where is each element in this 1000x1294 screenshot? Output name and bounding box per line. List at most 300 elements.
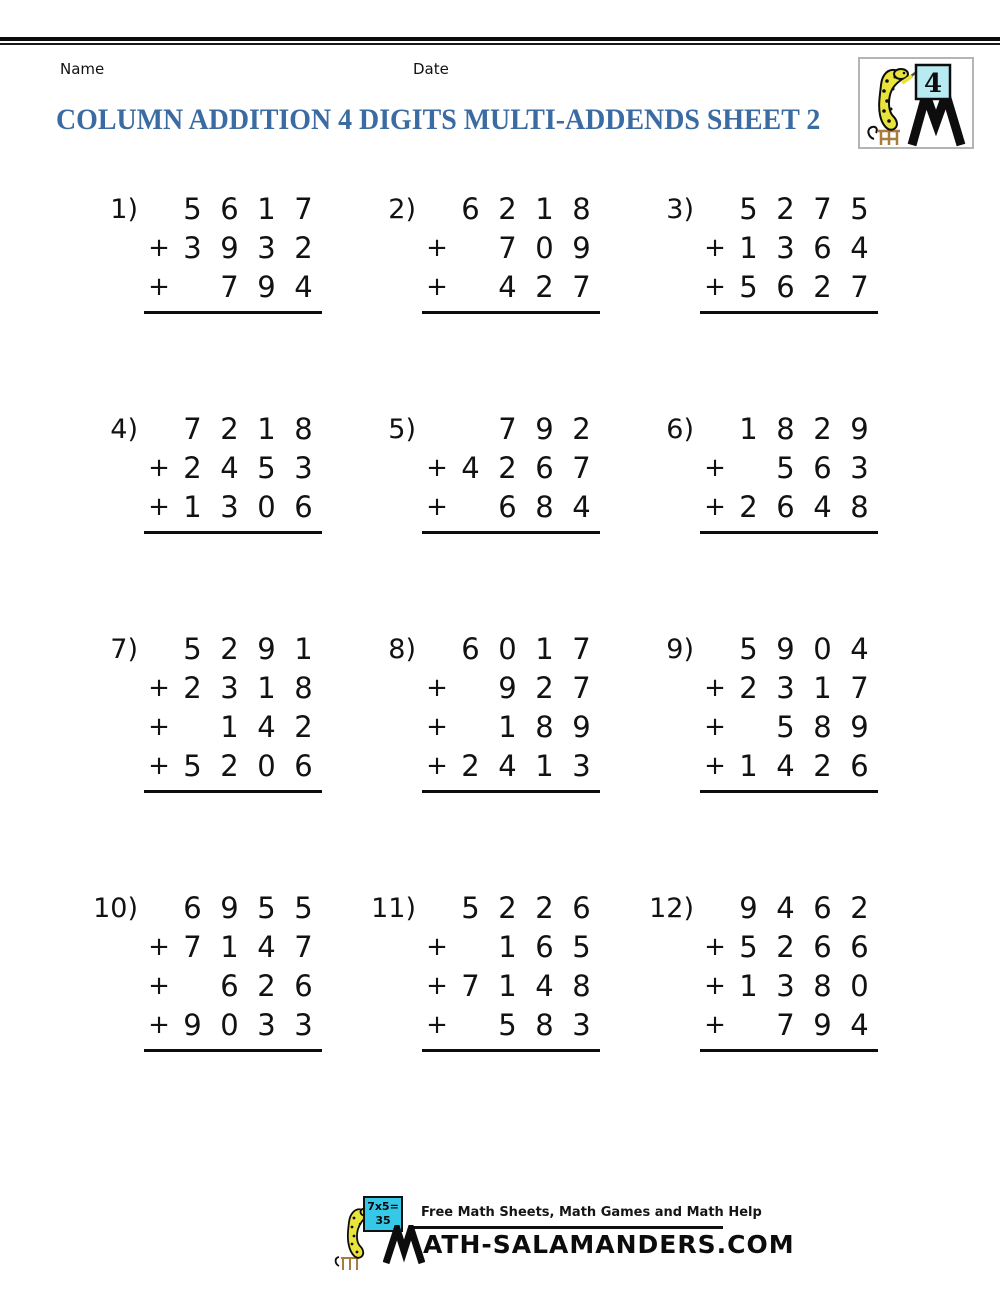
digit-cell: 0 [498, 632, 517, 666]
addend-row-first [422, 889, 600, 928]
addend-row-first [144, 630, 322, 669]
addend-row [700, 488, 878, 527]
problems-grid [88, 190, 940, 1052]
digit-cell: 7 [183, 412, 202, 446]
addend-rows [144, 889, 322, 1052]
digit-blank [452, 268, 489, 307]
digit-blank [174, 967, 211, 1006]
addend-row [422, 449, 600, 488]
digit-cell: 7 [294, 192, 313, 226]
addend-row [422, 967, 600, 1006]
problem-6 [644, 410, 940, 534]
digit-cell: 4 [850, 632, 869, 666]
digit-cell: 7 [850, 671, 869, 705]
digit-cell: 2 [776, 192, 795, 226]
addend-row-first [700, 190, 878, 229]
plus-sign: + [704, 492, 726, 522]
addend-row-first [144, 889, 322, 928]
addend-row [700, 967, 878, 1006]
digit-cell: 2 [220, 412, 239, 446]
digit-cell: 4 [257, 930, 276, 964]
digit-cell: 1 [813, 671, 832, 705]
plus-sign: + [148, 712, 170, 742]
digit-cell: 6 [220, 192, 239, 226]
problem-number: 5) [388, 414, 416, 445]
addend-row [144, 488, 322, 527]
plus-sign: + [148, 453, 170, 483]
digit-cell: 3 [776, 231, 795, 265]
answer-line [422, 1049, 600, 1052]
addend-row [700, 928, 878, 967]
digit-cell: 8 [294, 412, 313, 446]
digit-cell: 4 [776, 749, 795, 783]
plus-sign: + [426, 751, 448, 781]
plus-placeholder [700, 630, 730, 669]
digit-cell: 5 [739, 192, 758, 226]
digit-cell: 3 [220, 671, 239, 705]
digit-cell: 4 [220, 451, 239, 485]
digit-cell: 9 [257, 632, 276, 666]
digit-cell: 3 [572, 1008, 591, 1042]
digit-blank [452, 708, 489, 747]
digit-cell: 5 [183, 749, 202, 783]
answer-line [144, 311, 322, 314]
digit-cell: 1 [498, 930, 517, 964]
addend-row-first [144, 190, 322, 229]
digit-cell: 1 [498, 710, 517, 744]
addend-rows [700, 889, 878, 1052]
plus-sign: + [426, 233, 448, 263]
digit-cell: 9 [220, 891, 239, 925]
problem-number: 3) [666, 194, 694, 225]
plus-sign: + [704, 1010, 726, 1040]
digit-cell: 7 [498, 231, 517, 265]
digit-cell: 2 [183, 671, 202, 705]
digit-cell: 9 [850, 412, 869, 446]
plus-sign: + [148, 233, 170, 263]
problem-number: 11) [371, 893, 416, 924]
addend-row [144, 268, 322, 307]
problem-number: 8) [388, 634, 416, 665]
addend-row [144, 928, 322, 967]
top-divider-rule [0, 37, 1000, 45]
digit-cell: 5 [183, 632, 202, 666]
plus-sign: + [148, 492, 170, 522]
plus-placeholder [700, 410, 730, 449]
plus-sign: + [426, 971, 448, 1001]
digit-cell: 6 [776, 270, 795, 304]
digit-cell: 0 [850, 969, 869, 1003]
digit-cell: 6 [498, 490, 517, 524]
digit-cell: 7 [572, 451, 591, 485]
answer-line [422, 790, 600, 793]
plus-sign: + [148, 932, 170, 962]
digit-cell: 1 [220, 710, 239, 744]
digit-cell: 2 [535, 891, 554, 925]
digit-cell: 3 [294, 1008, 313, 1042]
digit-cell: 7 [572, 671, 591, 705]
problem-1 [88, 190, 366, 314]
answer-line [422, 311, 600, 314]
problem-number: 4) [110, 414, 138, 445]
digit-cell: 4 [572, 490, 591, 524]
digit-blank [452, 669, 489, 708]
addend-row [700, 747, 878, 786]
problem-number: 12) [649, 893, 694, 924]
digit-cell: 4 [850, 1008, 869, 1042]
problem-7 [88, 630, 366, 793]
digit-cell: 6 [813, 930, 832, 964]
digit-cell: 8 [294, 671, 313, 705]
digit-cell: 9 [739, 891, 758, 925]
addend-row [422, 747, 600, 786]
digit-cell: 4 [498, 270, 517, 304]
addend-row [700, 708, 878, 747]
answer-line [144, 790, 322, 793]
digit-cell: 0 [257, 749, 276, 783]
salamander-mascot-icon [868, 69, 912, 139]
digit-cell: 1 [739, 749, 758, 783]
plus-sign: + [426, 492, 448, 522]
math-salamanders-logo [858, 57, 974, 149]
problem-number: 7) [110, 634, 138, 665]
answer-line [144, 531, 322, 534]
digit-cell: 8 [572, 192, 591, 226]
digit-cell: 9 [257, 270, 276, 304]
digit-cell: 5 [461, 891, 480, 925]
digit-cell: 2 [535, 671, 554, 705]
digit-blank [730, 1006, 767, 1045]
addend-row [700, 268, 878, 307]
digit-cell: 9 [572, 710, 591, 744]
digit-cell: 0 [813, 632, 832, 666]
addend-row [422, 1006, 600, 1045]
digit-cell: 6 [294, 969, 313, 1003]
plus-placeholder [144, 410, 174, 449]
addend-row-first [422, 190, 600, 229]
problem-12 [644, 889, 940, 1052]
plus-sign: + [148, 673, 170, 703]
digit-cell: 4 [850, 231, 869, 265]
digit-cell: 5 [776, 451, 795, 485]
digit-cell: 1 [257, 671, 276, 705]
addend-row [700, 449, 878, 488]
digit-cell: 2 [776, 930, 795, 964]
digit-cell: 2 [813, 749, 832, 783]
m-letter-icon [912, 95, 961, 145]
plus-sign: + [426, 932, 448, 962]
digit-cell: 7 [183, 930, 202, 964]
digit-cell: 7 [776, 1008, 795, 1042]
plus-placeholder [144, 190, 174, 229]
digit-cell: 2 [498, 451, 517, 485]
digit-cell: 6 [813, 891, 832, 925]
addend-rows [700, 630, 878, 793]
date-label: Date [413, 60, 449, 78]
digit-cell: 3 [776, 671, 795, 705]
plus-placeholder [422, 630, 452, 669]
digit-cell: 6 [535, 930, 554, 964]
digit-cell: 3 [183, 231, 202, 265]
digit-cell: 5 [572, 930, 591, 964]
digit-cell: 4 [776, 891, 795, 925]
answer-line [700, 311, 878, 314]
digit-cell: 1 [535, 749, 554, 783]
page-title: COLUMN ADDITION 4 DIGITS MULTI-ADDENDS SHEET 2 [56, 103, 821, 136]
digit-cell: 4 [498, 749, 517, 783]
footer-sitename [383, 1225, 795, 1265]
digit-cell: 2 [813, 270, 832, 304]
digit-cell: 6 [294, 490, 313, 524]
digit-cell: 6 [850, 930, 869, 964]
problem-2 [366, 190, 644, 314]
digit-blank [730, 449, 767, 488]
addend-row [422, 708, 600, 747]
digit-cell: 4 [813, 490, 832, 524]
plus-placeholder [144, 630, 174, 669]
digit-blank [174, 708, 211, 747]
plus-sign: + [426, 673, 448, 703]
digit-cell: 5 [850, 192, 869, 226]
plus-sign: + [426, 712, 448, 742]
digit-cell: 8 [535, 490, 554, 524]
addend-row-first [144, 410, 322, 449]
addend-row [422, 229, 600, 268]
addend-rows [422, 190, 600, 314]
digit-cell: 1 [498, 969, 517, 1003]
digit-cell: 2 [813, 412, 832, 446]
logo-number-text: 4 [923, 69, 943, 99]
digit-cell: 3 [776, 969, 795, 1003]
digit-cell: 5 [739, 930, 758, 964]
addend-rows [422, 889, 600, 1052]
logo-graphic [860, 59, 972, 147]
addend-row [422, 669, 600, 708]
plus-placeholder [422, 190, 452, 229]
digit-cell: 7 [294, 930, 313, 964]
digit-cell: 1 [739, 231, 758, 265]
digit-blank [730, 708, 767, 747]
plus-sign: + [704, 453, 726, 483]
digit-cell: 5 [257, 891, 276, 925]
digit-cell: 5 [739, 632, 758, 666]
addend-rows [422, 410, 600, 534]
addend-row [700, 669, 878, 708]
plus-sign: + [148, 751, 170, 781]
addend-row-first [700, 889, 878, 928]
answer-line [422, 531, 600, 534]
digit-cell: 4 [535, 969, 554, 1003]
digit-cell: 5 [183, 192, 202, 226]
digit-cell: 4 [257, 710, 276, 744]
digit-cell: 5 [294, 891, 313, 925]
plus-sign: + [704, 712, 726, 742]
digit-cell: 9 [498, 671, 517, 705]
problem-9 [644, 630, 940, 793]
addend-rows [144, 190, 322, 314]
digit-cell: 1 [183, 490, 202, 524]
digit-cell: 7 [572, 632, 591, 666]
plus-placeholder [422, 889, 452, 928]
board-equation: 7x5= [367, 1200, 399, 1213]
addend-row [144, 449, 322, 488]
digit-cell: 1 [257, 192, 276, 226]
digit-cell: 6 [183, 891, 202, 925]
digit-cell: 2 [498, 192, 517, 226]
plus-placeholder [422, 410, 452, 449]
plus-sign: + [148, 1010, 170, 1040]
digit-cell: 3 [572, 749, 591, 783]
digit-cell: 2 [498, 891, 517, 925]
digit-cell: 2 [535, 270, 554, 304]
answer-line [700, 1049, 878, 1052]
digit-cell: 3 [257, 1008, 276, 1042]
digit-cell: 9 [220, 231, 239, 265]
digit-blank [452, 410, 489, 449]
digit-cell: 8 [776, 412, 795, 446]
addend-row [422, 268, 600, 307]
plus-sign: + [704, 751, 726, 781]
problem-8 [366, 630, 644, 793]
digit-cell: 5 [739, 270, 758, 304]
stool-icon [878, 131, 900, 145]
footer-sitename-text: ATH-SALAMANDERS.COM [423, 1230, 795, 1259]
problem-number: 1) [110, 194, 138, 225]
answer-line [144, 1049, 322, 1052]
plus-placeholder [700, 889, 730, 928]
digit-cell: 6 [572, 891, 591, 925]
addend-row [700, 1006, 878, 1045]
plus-sign: + [426, 1010, 448, 1040]
digit-cell: 1 [535, 632, 554, 666]
digit-cell: 3 [257, 231, 276, 265]
digit-cell: 0 [220, 1008, 239, 1042]
digit-blank [174, 268, 211, 307]
digit-cell: 7 [461, 969, 480, 1003]
digit-cell: 9 [813, 1008, 832, 1042]
digit-cell: 0 [535, 231, 554, 265]
digit-cell: 7 [850, 270, 869, 304]
digit-cell: 2 [294, 710, 313, 744]
digit-cell: 4 [294, 270, 313, 304]
digit-cell: 9 [850, 710, 869, 744]
digit-cell: 7 [572, 270, 591, 304]
addend-rows [700, 190, 878, 314]
plus-sign: + [704, 233, 726, 263]
digit-cell: 5 [776, 710, 795, 744]
answer-line [700, 790, 878, 793]
plus-sign: + [426, 272, 448, 302]
addend-row [422, 488, 600, 527]
digit-cell: 6 [776, 490, 795, 524]
digit-cell: 2 [220, 632, 239, 666]
digit-cell: 2 [220, 749, 239, 783]
digit-cell: 2 [183, 451, 202, 485]
digit-cell: 7 [498, 412, 517, 446]
digit-cell: 8 [535, 710, 554, 744]
digit-cell: 9 [183, 1008, 202, 1042]
digit-blank [452, 928, 489, 967]
addend-row [422, 928, 600, 967]
addend-row [144, 1006, 322, 1045]
digit-cell: 6 [813, 231, 832, 265]
digit-cell: 3 [220, 490, 239, 524]
digit-blank [452, 229, 489, 268]
digit-cell: 2 [739, 671, 758, 705]
digit-cell: 2 [461, 749, 480, 783]
digit-cell: 2 [850, 891, 869, 925]
digit-cell: 5 [257, 451, 276, 485]
addend-row-first [700, 630, 878, 669]
digit-cell: 8 [813, 969, 832, 1003]
digit-cell: 9 [572, 231, 591, 265]
digit-cell: 2 [739, 490, 758, 524]
plus-placeholder [144, 889, 174, 928]
digit-cell: 2 [294, 231, 313, 265]
digit-cell: 1 [220, 930, 239, 964]
problem-5 [366, 410, 644, 534]
digit-cell: 8 [535, 1008, 554, 1042]
digit-cell: 8 [813, 710, 832, 744]
plus-sign: + [704, 673, 726, 703]
plus-sign: + [148, 272, 170, 302]
footer-m-letter-icon [383, 1225, 425, 1265]
digit-cell: 6 [220, 969, 239, 1003]
plus-sign: + [704, 932, 726, 962]
plus-sign: + [426, 453, 448, 483]
problem-number: 6) [666, 414, 694, 445]
addend-row [144, 669, 322, 708]
digit-cell: 3 [294, 451, 313, 485]
problem-number: 10) [93, 893, 138, 924]
digit-cell: 4 [461, 451, 480, 485]
problem-number: 2) [388, 194, 416, 225]
digit-cell: 6 [294, 749, 313, 783]
digit-cell: 8 [850, 490, 869, 524]
digit-cell: 6 [535, 451, 554, 485]
plus-sign: + [148, 971, 170, 1001]
digit-blank [452, 1006, 489, 1045]
addend-row [144, 967, 322, 1006]
digit-cell: 6 [461, 192, 480, 226]
digit-cell: 9 [776, 632, 795, 666]
plus-sign: + [704, 272, 726, 302]
addend-rows [144, 410, 322, 534]
addend-rows [144, 630, 322, 793]
name-label: Name [60, 60, 105, 78]
problem-10 [88, 889, 366, 1052]
footer-tagline: Free Math Sheets, Math Games and Math Help [421, 1205, 762, 1220]
digit-cell: 7 [813, 192, 832, 226]
digit-cell: 7 [220, 270, 239, 304]
digit-cell: 1 [535, 192, 554, 226]
digit-cell: 1 [739, 412, 758, 446]
addend-rows [422, 630, 600, 793]
problem-3 [644, 190, 940, 314]
digit-cell: 8 [572, 969, 591, 1003]
digit-cell: 2 [257, 969, 276, 1003]
problem-11 [366, 889, 644, 1052]
plus-sign: + [704, 971, 726, 1001]
digit-cell: 1 [739, 969, 758, 1003]
digit-cell: 1 [294, 632, 313, 666]
digit-cell: 0 [257, 490, 276, 524]
plus-placeholder [700, 190, 730, 229]
digit-cell: 9 [535, 412, 554, 446]
answer-line [700, 531, 878, 534]
addend-row [144, 229, 322, 268]
addend-row-first [422, 410, 600, 449]
